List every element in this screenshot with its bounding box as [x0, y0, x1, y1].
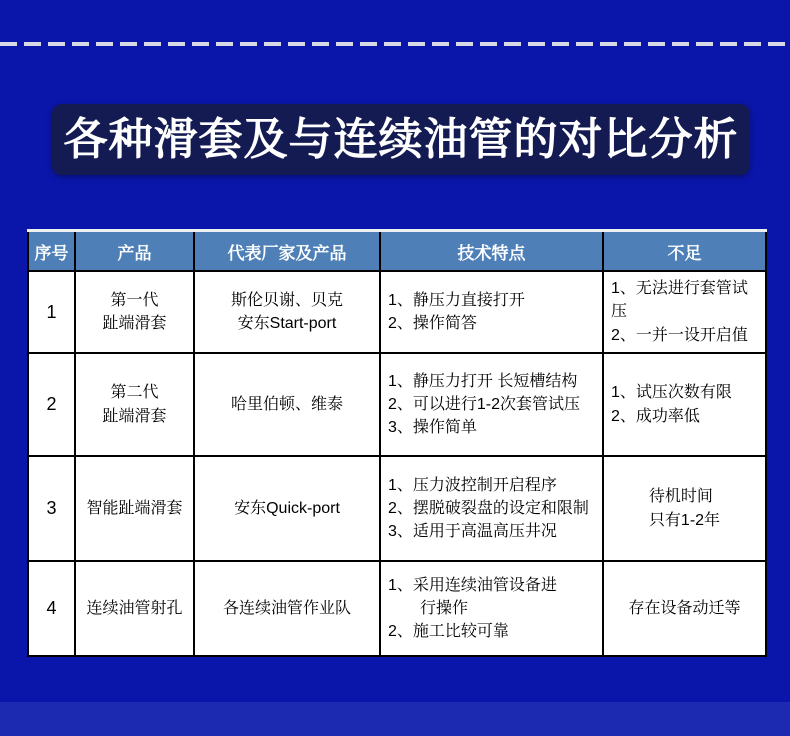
- table-body: [28, 271, 766, 656]
- cell-line: 1、采用连续油管设备进: [388, 576, 557, 594]
- cell-line: 第一代: [110, 291, 159, 309]
- cell-content: [381, 574, 602, 644]
- cell-content: [195, 393, 379, 416]
- cell-line: 2、摆脱破裂盘的设定和限制: [388, 499, 589, 517]
- comparison-table: [27, 229, 767, 657]
- cell-line: 行操作: [388, 599, 469, 617]
- page-title: 各种滑套及与连续油管的对比分析: [63, 114, 739, 164]
- product-cell: [75, 271, 194, 353]
- row-number-cell: [28, 353, 75, 456]
- cell-line: 4: [46, 598, 57, 619]
- row-number-cell: [28, 271, 75, 353]
- cell-line: 连续油管射孔: [86, 599, 183, 617]
- cell-line: 只有1-2年: [648, 511, 721, 529]
- cell-content: [604, 381, 765, 427]
- cell-content: [76, 597, 193, 620]
- column-header: 产品: [75, 231, 194, 272]
- table-row: [28, 271, 766, 353]
- row-number-cell: [28, 561, 75, 656]
- cell-line: 2、可以进行1-2次套管试压: [388, 395, 581, 413]
- cell-line: 第二代: [110, 384, 159, 402]
- column-header: 代表厂家及产品: [194, 231, 380, 272]
- product-cell: [75, 561, 194, 656]
- cell-content: [381, 474, 602, 544]
- cell-line: 2、成功率低: [611, 407, 700, 425]
- cell-line: 哈里伯顿、维泰: [230, 395, 343, 413]
- cell-content: [381, 289, 602, 335]
- cell-line: 趾端滑套: [102, 407, 167, 425]
- shortcomings-cell: [603, 561, 766, 656]
- dashed-divider: [0, 42, 790, 46]
- cell-content: [76, 497, 193, 520]
- column-header: 序号: [28, 231, 75, 272]
- cell-content: [604, 277, 765, 347]
- shortcomings-cell: [603, 353, 766, 456]
- cell-content: [604, 597, 765, 620]
- cell-line: 安东Quick-port: [234, 499, 340, 517]
- cell-line: 1: [46, 301, 57, 322]
- cell-content: [29, 391, 74, 417]
- cell-line: 1、静压力打开 长短槽结构: [388, 372, 578, 390]
- cell-line: 2: [46, 394, 57, 415]
- cell-line: 存在设备动迁等: [628, 599, 741, 617]
- table-row: [28, 353, 766, 456]
- row-number-cell: [28, 456, 75, 561]
- title-banner: [52, 104, 750, 175]
- cell-line: 3、适用于高温高压井况: [388, 523, 557, 541]
- manufacturer-cell: [194, 456, 380, 561]
- manufacturer-cell: [194, 271, 380, 353]
- features-cell: [380, 456, 603, 561]
- cell-line: 1、试压次数有限: [611, 384, 732, 402]
- cell-content: [29, 595, 74, 621]
- table-header-row: [28, 231, 766, 272]
- cell-line: 3、操作简单: [388, 419, 477, 437]
- cell-line: 待机时间: [648, 488, 713, 506]
- cell-line: 安东Start-port: [237, 315, 337, 332]
- shortcomings-cell: [603, 456, 766, 561]
- features-cell: [380, 353, 603, 456]
- cell-content: [381, 370, 602, 440]
- cell-content: [76, 381, 193, 427]
- cell-line: 2、一并一设开启值: [611, 326, 748, 344]
- column-header: 不足: [603, 231, 766, 272]
- cell-content: [195, 289, 379, 335]
- cell-line: 斯伦贝谢、贝克: [230, 291, 343, 309]
- product-cell: [75, 456, 194, 561]
- features-cell: [380, 271, 603, 353]
- cell-line: 2、施工比较可靠: [388, 623, 509, 641]
- cell-content: [195, 497, 379, 520]
- cell-content: [29, 495, 74, 521]
- features-cell: [380, 561, 603, 656]
- bottom-band: [0, 702, 790, 736]
- manufacturer-cell: [194, 561, 380, 656]
- manufacturer-cell: [194, 353, 380, 456]
- cell-content: [76, 289, 193, 335]
- cell-content: [649, 485, 720, 531]
- cell-content: [195, 597, 379, 620]
- column-header: 技术特点: [380, 231, 603, 272]
- cell-line: 1、静压力直接打开: [388, 291, 525, 309]
- table-row: [28, 456, 766, 561]
- table-row: [28, 561, 766, 656]
- cell-content: [29, 299, 74, 325]
- cell-line: 3: [46, 498, 57, 519]
- cell-line: 各连续油管作业队: [222, 599, 351, 617]
- cell-line: 1、压力波控制开启程序: [388, 476, 557, 494]
- cell-line: 智能趾端滑套: [86, 499, 183, 517]
- cell-line: 趾端滑套: [102, 315, 167, 332]
- product-cell: [75, 353, 194, 456]
- shortcomings-cell: [603, 271, 766, 353]
- cell-line: 1、无法进行套管试压: [611, 280, 748, 321]
- cell-line: 2、操作简答: [388, 315, 477, 332]
